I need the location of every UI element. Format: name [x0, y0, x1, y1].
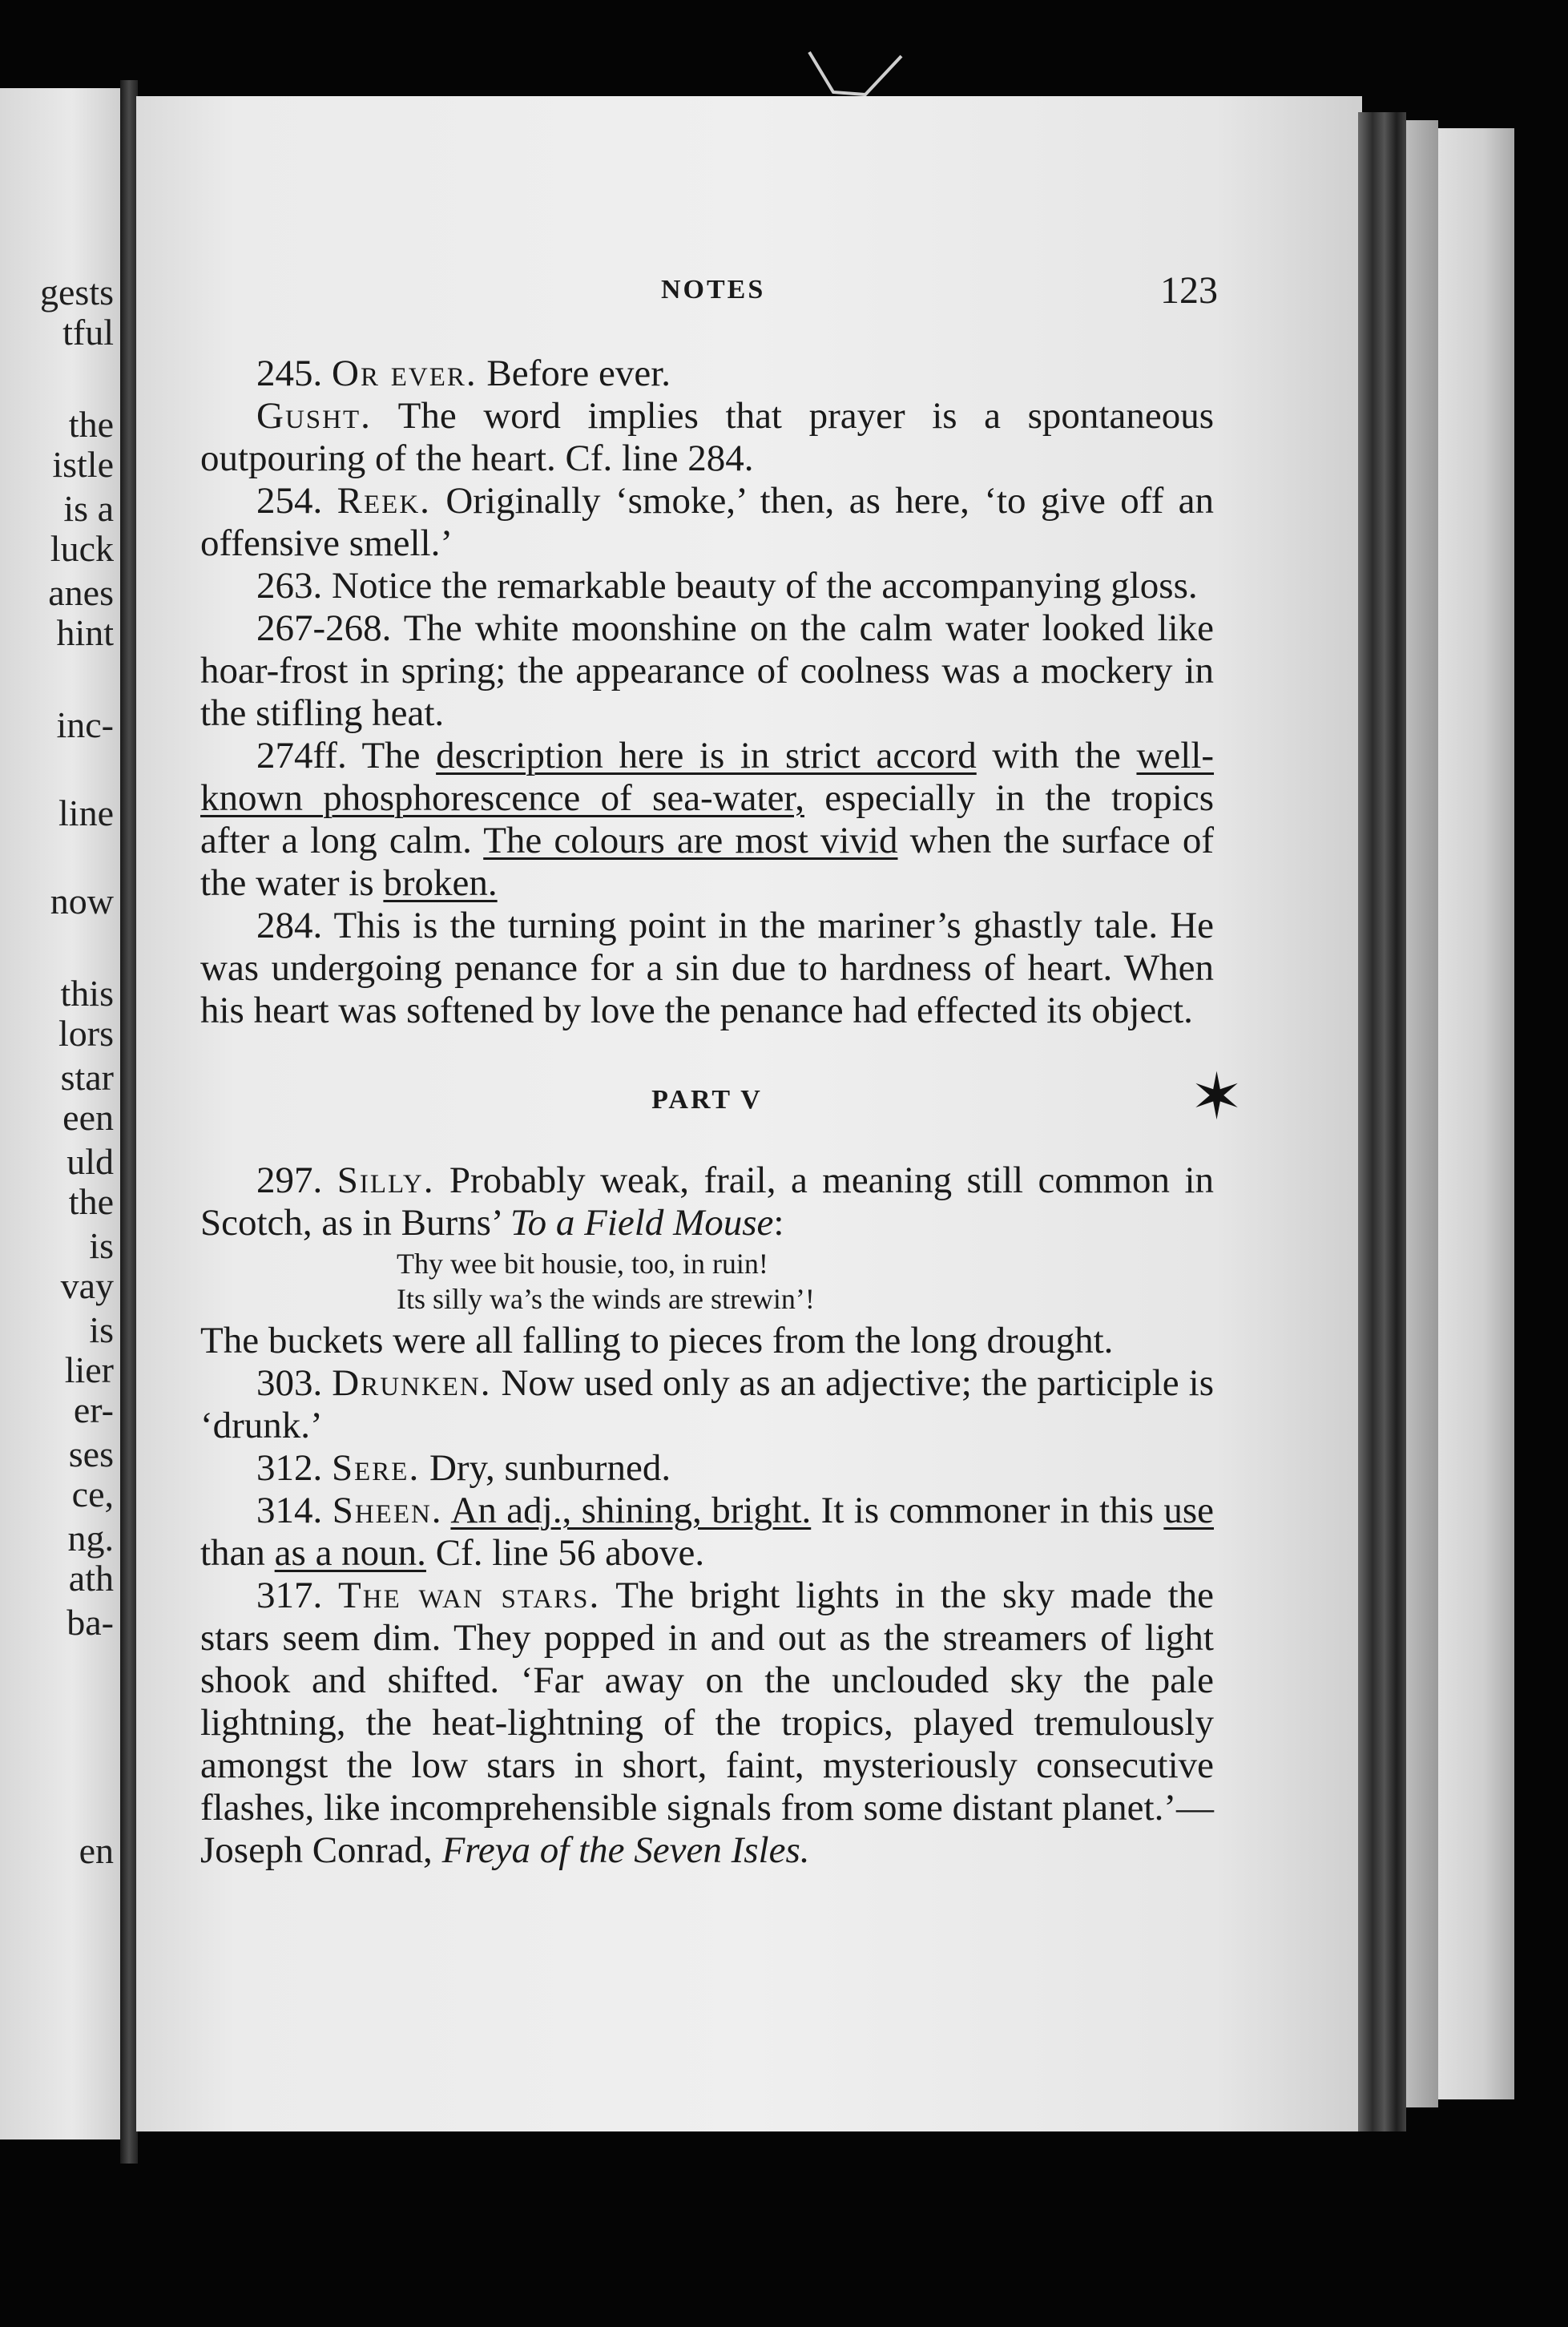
- facing-page-text-fragment: star: [60, 1057, 114, 1098]
- note-headword: Sheen.: [332, 1490, 443, 1531]
- underlined-text: An adj., shining, bright.: [450, 1490, 812, 1531]
- note-number: 303.: [256, 1362, 323, 1404]
- underlined-text: The colours are most vivid: [483, 820, 898, 861]
- note-gusht: [200, 395, 1214, 480]
- note-number: 263.: [256, 565, 323, 607]
- note-text: This is the turning point in the mariner’s ghastly tale. He was undergoing penance for a sin due to hardness of heart. When his heart was softened by love the penance had effected its object.: [200, 905, 1214, 1031]
- handwritten-star-mark: ✶: [1190, 1063, 1244, 1133]
- note-headword: Silly.: [337, 1159, 435, 1201]
- facing-page-text-fragment: lier: [64, 1349, 114, 1390]
- facing-page-text-fragment: line: [58, 792, 114, 833]
- work-title: Freya of the Seven Isles.: [441, 1829, 810, 1871]
- facing-page-text-fragment: ba-: [67, 1602, 114, 1643]
- facing-page-text-fragment: een: [62, 1097, 114, 1138]
- work-title: To a Field Mouse: [510, 1202, 774, 1244]
- facing-page-text-fragment: en: [79, 1830, 114, 1871]
- underlined-text: broken.: [383, 862, 498, 904]
- running-title: NOTES: [661, 275, 766, 304]
- note-text: when the surface of the water is: [200, 820, 1214, 904]
- note-297: [200, 1159, 1214, 1244]
- verse-line: Thy wee bit housie, too, in ruin!: [397, 1248, 768, 1280]
- note-headword: Gusht.: [256, 395, 372, 437]
- note-text: The bright lights in the sky made the stars seem dim. They popped in and out as the streamers of light shook and shifted. ‘Far away on the unclouded sky the pale lightning, the heat-lightning of the tropics, played tremulously amongst the low stars in short, faint, mysteriously consecutive flashes, like incomprehensible signals from some distant planet.’—Joseph Conrad,: [200, 1575, 1215, 1871]
- facing-page-text-fragment: ng.: [67, 1518, 114, 1559]
- note-254: [200, 480, 1214, 565]
- note-314: [200, 1490, 1214, 1575]
- facing-page-text-fragment: is a: [63, 488, 114, 529]
- note-text: Probably weak, frail, a meaning still common in Scotch, as in Burns’: [200, 1159, 1215, 1244]
- note-text: It is commoner in this: [820, 1490, 1154, 1531]
- note-number: 297.: [256, 1159, 323, 1201]
- note-number: 314.: [256, 1490, 323, 1531]
- facing-page-text-fragment: is: [89, 1225, 114, 1266]
- note-274: [200, 735, 1214, 905]
- facing-page-text-fragment: gests: [40, 272, 114, 313]
- underlined-text: well-known phosphorescence of sea-water,: [200, 735, 1215, 819]
- note-number: 245.: [256, 353, 323, 394]
- note-text: Notice the remarkable beauty of the accompanying gloss.: [332, 565, 1198, 607]
- verse-quotation: [200, 1246, 1214, 1317]
- page-header: [200, 268, 1218, 325]
- facing-page-text-fragment: the: [68, 404, 114, 445]
- note-text: The white moonshine on the calm water looked like hoar-frost in spring; the appearance of coolness was a mockery in the stifling heat.: [200, 607, 1214, 734]
- note-text: Cf. line 56 above.: [435, 1532, 705, 1574]
- facing-page-text-fragment: anes: [48, 572, 114, 613]
- note-headword: Or ever.: [332, 353, 478, 394]
- underlined-text: use: [1163, 1490, 1214, 1531]
- note-263: [200, 565, 1214, 607]
- underlined-text: description here is in strict accord: [436, 735, 977, 776]
- notes-body: [200, 353, 1214, 1872]
- note-303: [200, 1362, 1214, 1447]
- page-edge-shadow: [1358, 112, 1406, 2131]
- book-cover-edge: [1438, 128, 1514, 2099]
- note-number: 267-268.: [256, 607, 392, 649]
- note-headword: The wan stars.: [338, 1575, 601, 1616]
- book-gutter: [120, 80, 138, 2164]
- note-text: Now used only as an adjective; the participle is ‘drunk.’: [200, 1362, 1215, 1446]
- note-headword: Drunken.: [332, 1362, 492, 1404]
- facing-page-text-fragment: is: [89, 1309, 114, 1350]
- part-heading: PART V: [651, 1085, 763, 1115]
- note-number: 312.: [256, 1447, 323, 1489]
- facing-page-text-fragment: ath: [68, 1558, 114, 1599]
- note-number: 254.: [256, 480, 323, 522]
- verse-line: Its silly wa’s the winds are strewin’!: [397, 1283, 815, 1315]
- note-headword: Sere.: [332, 1447, 421, 1489]
- note-headword: Reek.: [337, 480, 431, 522]
- facing-page-text-fragment: ce,: [71, 1474, 114, 1514]
- facing-page-text-fragment: uld: [67, 1141, 114, 1182]
- note-text: with the: [992, 735, 1121, 776]
- underlined-text: as a noun.: [274, 1532, 426, 1574]
- note-number: 317.: [256, 1575, 323, 1616]
- note-text: especially in the tropics after a long calm.: [200, 777, 1214, 861]
- note-text: :: [773, 1202, 784, 1244]
- book-edge: [1406, 120, 1438, 2107]
- note-text: Before ever.: [486, 353, 671, 394]
- note-text: The: [361, 735, 421, 776]
- scan-mark: [801, 48, 905, 104]
- note-text: Dry, sunburned.: [429, 1447, 671, 1489]
- note-284: [200, 905, 1214, 1032]
- facing-page-text-fragment: tful: [62, 312, 114, 353]
- facing-page-text-fragment: inc-: [56, 704, 114, 745]
- facing-page-text-fragment: lors: [58, 1013, 114, 1054]
- facing-page-text-fragment: ses: [68, 1434, 114, 1474]
- page-number: 123: [1160, 269, 1218, 312]
- facing-page-text-fragment: this: [60, 973, 114, 1014]
- note-number: 284.: [256, 905, 323, 946]
- facing-page-text-fragment: luck: [50, 528, 114, 569]
- facing-page-fragment: [0, 88, 120, 2139]
- facing-page-text-fragment: istle: [52, 444, 114, 485]
- note-text: than: [200, 1532, 265, 1574]
- note-245: [200, 353, 1214, 395]
- note-text: The word implies that prayer is a spontaneous outpouring of the heart. Cf. line 284.: [200, 395, 1214, 479]
- facing-page-text-fragment: hint: [56, 612, 114, 653]
- facing-page-text-fragment: vay: [60, 1265, 114, 1306]
- note-267: [200, 607, 1214, 735]
- note-297-continued: The buckets were all falling to pieces from the long drought.: [200, 1320, 1114, 1361]
- note-317: [200, 1575, 1214, 1872]
- facing-page-text-fragment: er-: [73, 1389, 114, 1430]
- note-312: [200, 1447, 1214, 1490]
- facing-page-text-fragment: now: [50, 881, 114, 922]
- facing-page-text-fragment: the: [68, 1181, 114, 1222]
- note-number: 274ff.: [256, 735, 347, 776]
- note-text: Originally ‘smoke,’ then, as here, ‘to give off an offensive smell.’: [200, 480, 1215, 564]
